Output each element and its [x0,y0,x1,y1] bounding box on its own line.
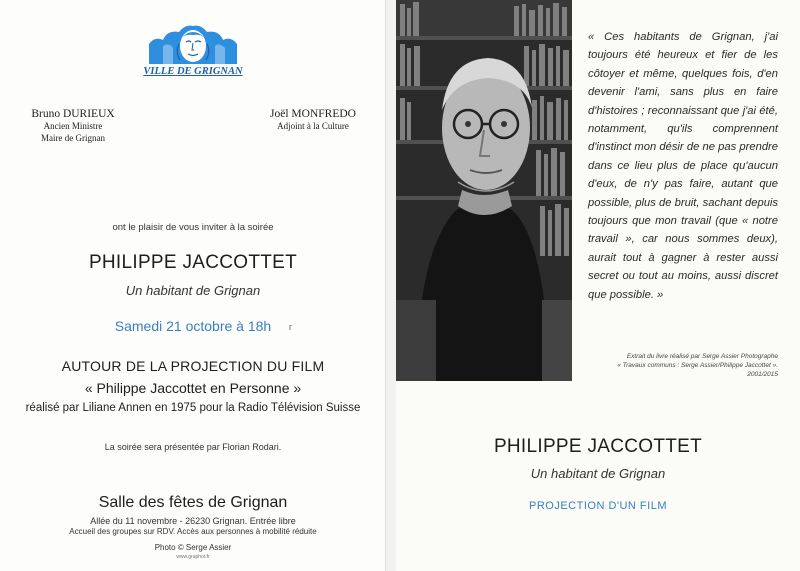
website-link[interactable]: www.graphot.fr [176,554,210,560]
excerpt-line: 2001/2015 [747,371,778,378]
signatory-deputy [254,108,372,132]
event-subtitle: Un habitant de Grignan [125,283,261,298]
invite-line: ont le plaisir de vous inviter à la soirée [112,222,274,233]
card-title: PHILIPPE JACCOTTET [493,436,703,457]
film-credits: réalisé par Liliane Annen en 1975 pour la Radio Télévision Suisse [25,402,361,414]
excerpt-line: « Travaux communs : Serge Assier/Philippe Jaccottet ». [617,362,778,369]
signatory-role: Ancien Ministre [43,121,103,131]
access-info: Accueil des groupes sur RDV. Accès aux personnes à mobilité réduite [69,527,317,536]
invitation-left-panel [0,0,386,571]
venue-name: Salle des fêtes de Grignan [98,494,288,511]
film-name: « Philippe Jaccottet en Personne » [84,380,302,396]
venue-address: Allée du 11 novembre - 26230 Grignan. Entrée libre [90,516,296,526]
invitation-right-panel [396,0,800,571]
photo-credit: Photo © Serge Assier [154,543,232,552]
city-logo-icon [145,22,241,66]
presenter-line: La soirée sera présentée par Florian Rodari. [104,442,282,452]
signatory-name: Joël MONFREDO [270,108,356,120]
event-date: Samedi 21 octobre à 18h [114,318,272,334]
stray-mark: r [289,322,292,332]
projection-label: PROJECTION D'UN FILM [529,500,667,512]
signatory-mayor [18,108,128,144]
portrait-photo [396,0,572,381]
excerpt-line: Extrait du livre réalisé par Serge Assier Photographe [626,353,778,360]
signatory-name: Bruno DURIEUX [31,108,115,120]
event-title: PHILIPPE JACCOTTET [88,252,298,273]
signatory-role: Adjoint à la Culture [277,121,349,131]
card-subtitle: Un habitant de Grignan [530,466,666,481]
signatory-role: Maire de Grignan [41,133,105,143]
film-heading: AUTOUR DE LA PROJECTION DU FILM [61,358,325,374]
author-quote: « Ces habitants de Grignan, j'ai toujours été heureux et fier de les côtoyer et même, quelques fois, d'en devenir l'ami, sans plus en faire d'histoires ; reconnaissant que j'ai été, notamment, qu'ils comprennent d'instinct mon désir de ne pas prendre dans ce lieu plus de place qu'aucun d'eux, de n'y pas faire, autant que possible, plus de bruit, sachant depuis toujours que mon travail (que « notre travail », car nous sommes deux), aurait tout à gagner à rester aussi secret ou tout au moins, aussi discret que possible. » [588,31,778,301]
book-excerpt-note [568,352,778,379]
city-name-caption: VILLE DE GRIGNAN [143,66,243,77]
